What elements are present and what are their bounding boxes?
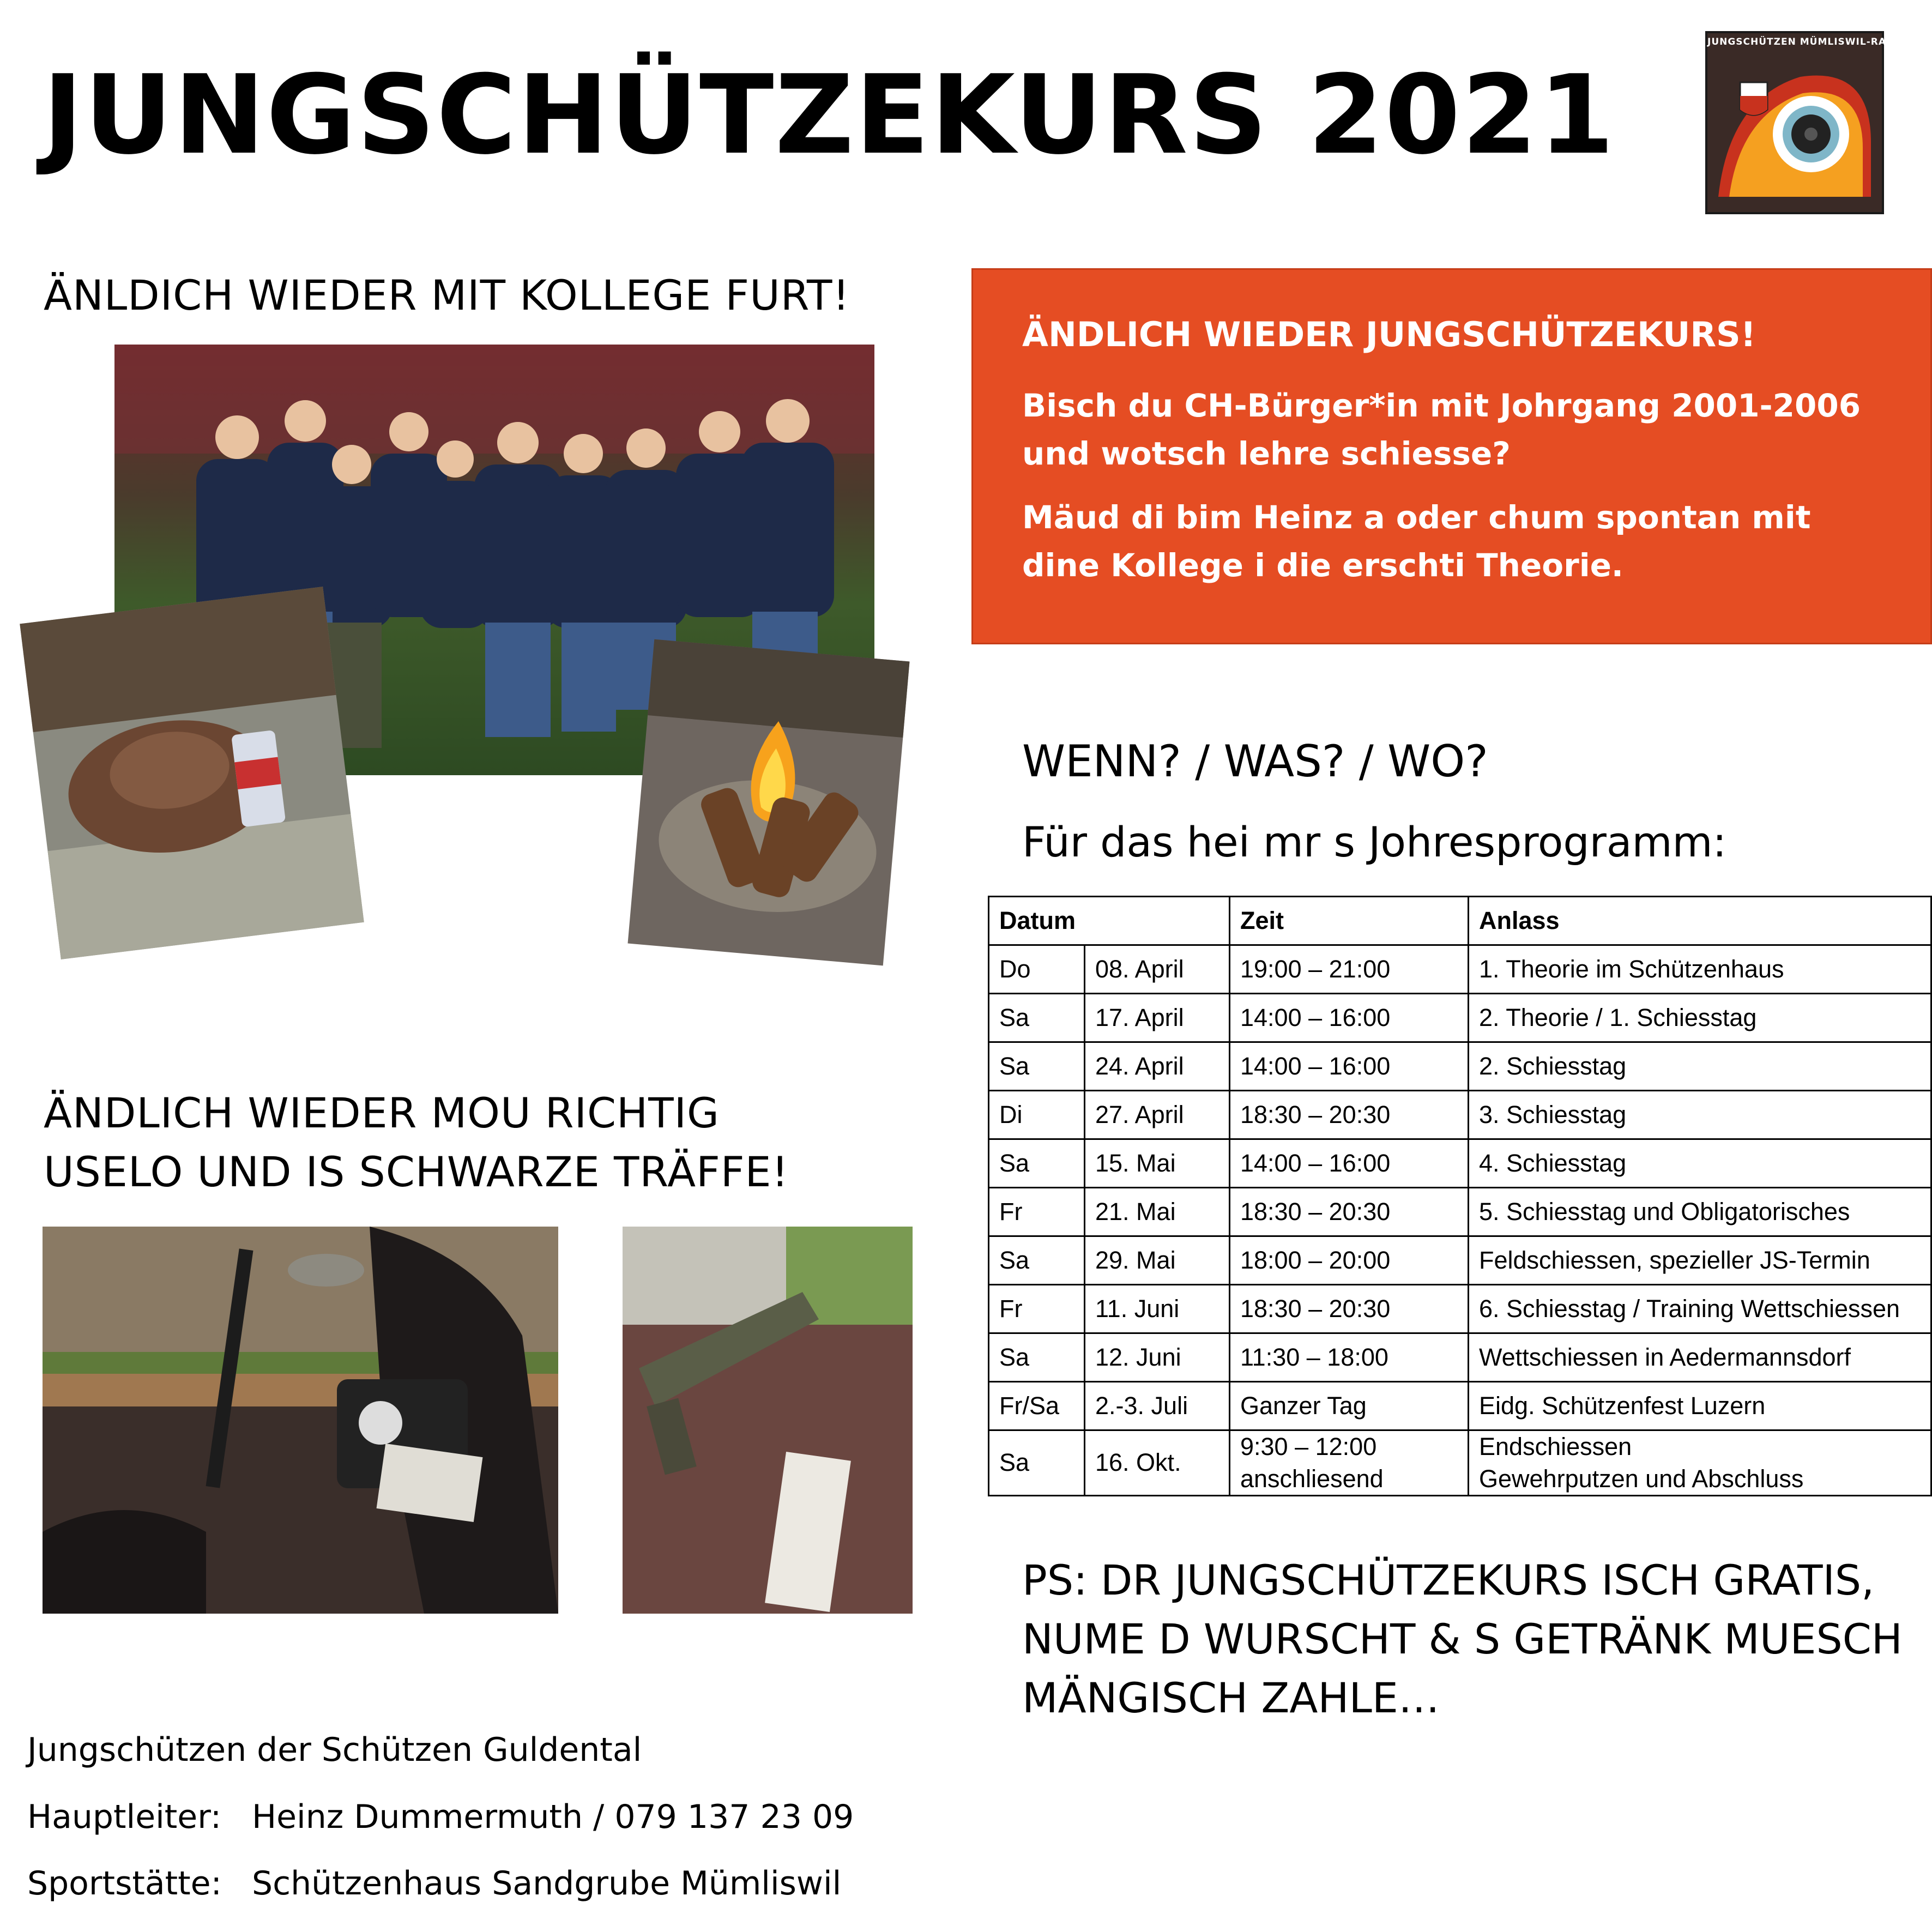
shooting-heading-line-1: ÄNDLICH WIEDER MOU RICHTIG bbox=[44, 1089, 720, 1137]
venue-value: Schützenhaus Sandgrube Mümliswil bbox=[252, 1864, 842, 1903]
table-row bbox=[989, 1188, 1931, 1236]
shooting-heading bbox=[44, 1084, 789, 1202]
table-row bbox=[989, 945, 1931, 994]
table-row bbox=[989, 1091, 1931, 1139]
cell-event: 4. Schiesstag bbox=[1469, 1139, 1931, 1188]
cell-time: 14:00 – 16:00 bbox=[1230, 1042, 1469, 1091]
cell-time: 19:00 – 21:00 bbox=[1230, 945, 1469, 994]
cell-date: 29. Mai bbox=[1085, 1236, 1230, 1285]
cell-event: 5. Schiesstag und Obligatorisches bbox=[1469, 1188, 1931, 1236]
schedule-header-row bbox=[989, 897, 1931, 945]
cell-time: 18:30 – 20:30 bbox=[1230, 1188, 1469, 1236]
info-box-paragraph-2: Mäud di bim Heinz a oder chum spontan mit dine Kollege i die erschti Theorie. bbox=[1022, 499, 1811, 584]
cell-date: 12. Juni bbox=[1085, 1333, 1230, 1382]
cell-event-line-2: Gewehrputzen und Abschluss bbox=[1479, 1464, 1804, 1493]
table-row bbox=[989, 1285, 1931, 1333]
cell-date: 11. Juni bbox=[1085, 1285, 1230, 1333]
cell-event-line-1: Endschiessen bbox=[1479, 1433, 1632, 1460]
info-box-title: ÄNDLICH WIEDER JUNGSCHÜTZEKURS! bbox=[1022, 315, 1756, 354]
cell-date: 24. April bbox=[1085, 1042, 1230, 1091]
table-row bbox=[989, 1430, 1931, 1496]
table-row bbox=[989, 1139, 1931, 1188]
cell-event: 3. Schiesstag bbox=[1469, 1091, 1931, 1139]
cell-date: 15. Mai bbox=[1085, 1139, 1230, 1188]
cell-day: Sa bbox=[989, 1042, 1085, 1091]
table-row bbox=[989, 994, 1931, 1042]
cell-date: 08. April bbox=[1085, 945, 1230, 994]
venue-label: Sportstätte: bbox=[27, 1864, 222, 1903]
cell-date: 2.-3. Juli bbox=[1085, 1382, 1230, 1430]
cell-day: Fr bbox=[989, 1188, 1085, 1236]
cell-day: Sa bbox=[989, 1430, 1085, 1496]
table-row bbox=[989, 1333, 1931, 1382]
header-event: Anlass bbox=[1469, 897, 1931, 945]
table-row bbox=[989, 1382, 1931, 1430]
table-row bbox=[989, 1236, 1931, 1285]
cell-time: Ganzer Tag bbox=[1230, 1382, 1469, 1430]
cell-day: Fr/Sa bbox=[989, 1382, 1085, 1430]
cell-event: Eidg. Schützenfest Luzern bbox=[1469, 1382, 1931, 1430]
cell-day: Do bbox=[989, 945, 1085, 994]
cell-time: 14:00 – 16:00 bbox=[1230, 1139, 1469, 1188]
cell-day: Fr bbox=[989, 1285, 1085, 1333]
shooting-heading-line-2: USELO UND IS SCHWARZE TRÄFFE! bbox=[44, 1147, 789, 1196]
cell-time bbox=[1230, 1430, 1469, 1496]
cell-event: Feldschiessen, spezieller JS-Termin bbox=[1469, 1236, 1931, 1285]
page-title: JUNGSCHÜTZEKURS 2021 bbox=[43, 52, 1616, 179]
leader-value: Heinz Dummermuth / 079 137 23 09 bbox=[252, 1798, 854, 1836]
footer-org: Jungschützen der Schützen Guldental bbox=[27, 1731, 642, 1769]
header-time: Zeit bbox=[1230, 897, 1469, 945]
cell-date: 16. Okt. bbox=[1085, 1430, 1230, 1496]
program-subheading: Für das hei mr s Johresprogramm: bbox=[1022, 818, 1727, 866]
cell-event bbox=[1469, 1430, 1931, 1496]
cell-event: 2. Theorie / 1. Schiesstag bbox=[1469, 994, 1931, 1042]
program-heading: WENN? / WAS? / WO? bbox=[1022, 736, 1488, 787]
cell-time: 14:00 – 16:00 bbox=[1230, 994, 1469, 1042]
info-box-paragraph-1: Bisch du CH-Bürger*in mit Johrgang 2001-2006 und wotsch lehre schiesse? bbox=[1022, 387, 1861, 473]
club-logo bbox=[1705, 31, 1929, 214]
cell-date: 27. April bbox=[1085, 1091, 1230, 1139]
leader-label: Hauptleiter: bbox=[27, 1798, 222, 1836]
cell-date: 17. April bbox=[1085, 994, 1230, 1042]
cell-event: 1. Theorie im Schützenhaus bbox=[1469, 945, 1931, 994]
campfire-photo bbox=[627, 639, 909, 966]
cell-date: 21. Mai bbox=[1085, 1188, 1230, 1236]
cell-event: Wettschiessen in Aedermannsdorf bbox=[1469, 1333, 1931, 1382]
header-date: Datum bbox=[989, 897, 1230, 945]
footer-venue bbox=[27, 1864, 841, 1903]
cell-day: Sa bbox=[989, 1333, 1085, 1382]
shooting-range-photo bbox=[43, 1227, 558, 1614]
table-row bbox=[989, 1042, 1931, 1091]
cell-time-line-2: anschliesend bbox=[1240, 1464, 1384, 1493]
friends-heading: ÄNLDICH WIEDER MIT KOLLEGE FURT! bbox=[44, 271, 850, 319]
schedule-table bbox=[988, 896, 1932, 1496]
cell-time: 18:00 – 20:00 bbox=[1230, 1236, 1469, 1285]
cell-event: 6. Schiesstag / Training Wettschiessen bbox=[1469, 1285, 1931, 1333]
hat-photo bbox=[20, 587, 364, 959]
cell-day: Sa bbox=[989, 1236, 1085, 1285]
cell-time: 18:30 – 20:30 bbox=[1230, 1285, 1469, 1333]
cell-time: 11:30 – 18:00 bbox=[1230, 1333, 1469, 1382]
rifle-photo bbox=[623, 1227, 913, 1614]
logo-text: JUNGSCHÜTZEN MÜMLISWIL-RAMISWIL bbox=[1707, 37, 1929, 47]
cell-time: 18:30 – 20:30 bbox=[1230, 1091, 1469, 1139]
cell-time-line-1: 9:30 – 12:00 bbox=[1240, 1433, 1377, 1460]
cell-day: Sa bbox=[989, 1139, 1085, 1188]
info-box bbox=[971, 268, 1932, 644]
cell-day: Di bbox=[989, 1091, 1085, 1139]
cell-day: Sa bbox=[989, 994, 1085, 1042]
ps-note: PS: DR JUNGSCHÜTZEKURS ISCH GRATIS, NUME D WURSCHT & S GETRÄNK MUESCH MÄNGISCH ZAHLE… bbox=[1022, 1556, 1903, 1722]
cell-event: 2. Schiesstag bbox=[1469, 1042, 1931, 1091]
footer-leader bbox=[27, 1798, 854, 1836]
